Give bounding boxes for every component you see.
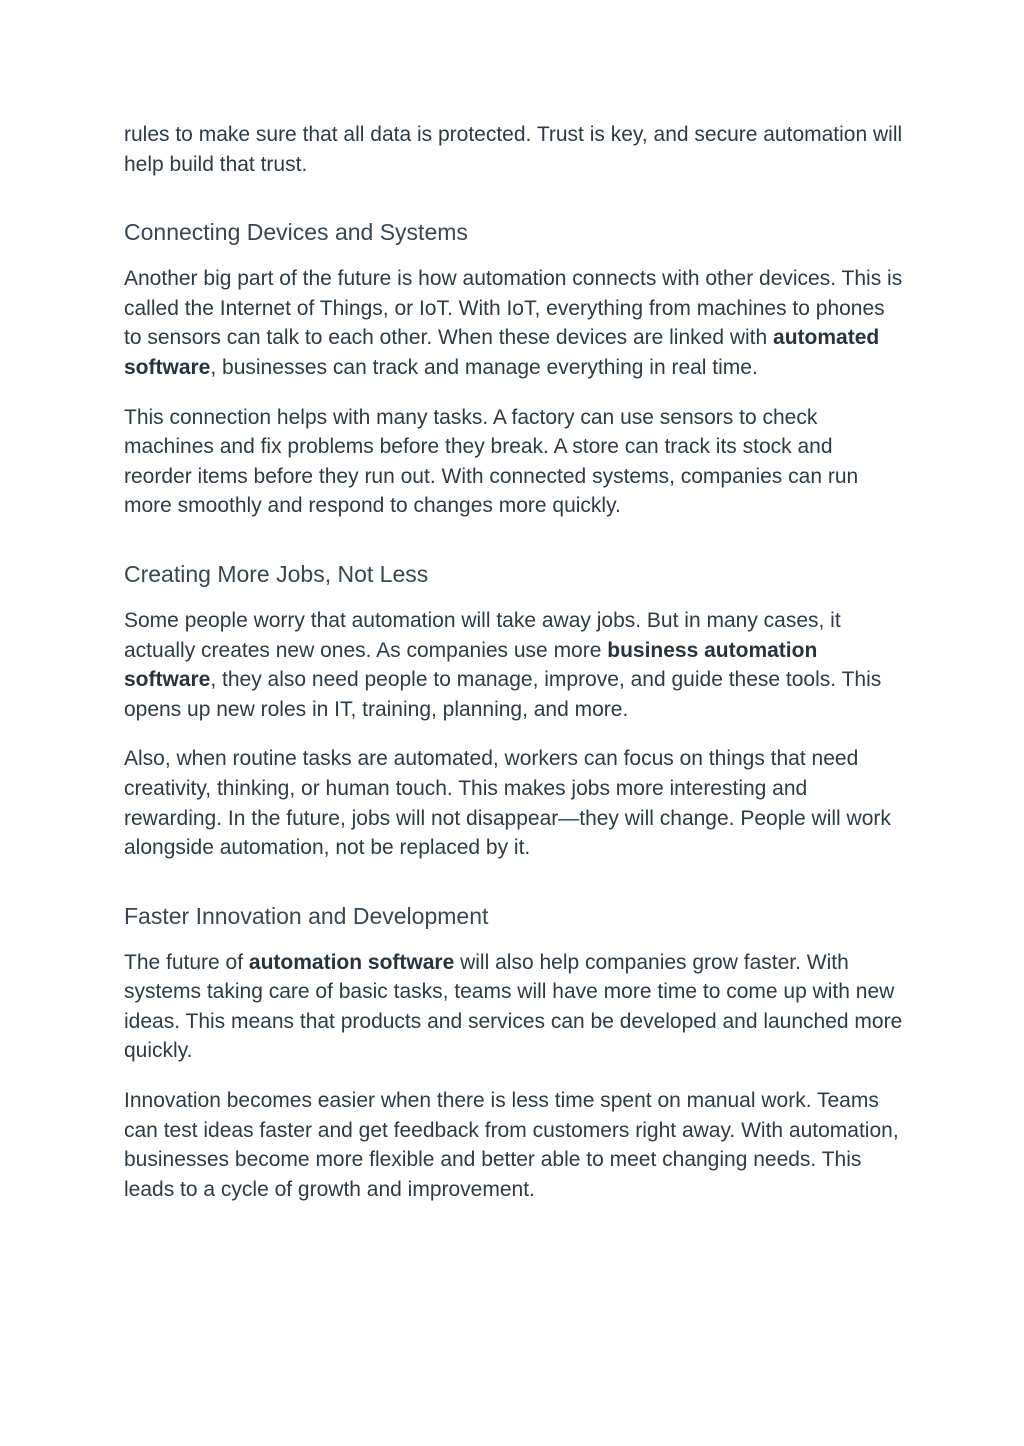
paragraph-text: will also help companies grow faster. With systems taking care of basic tasks, teams will have more time to come up with new ideas. This means that products and services can be developed and launched more quickly. bbox=[124, 950, 903, 1063]
paragraph-text: , businesses can track and manage everything in real time. bbox=[210, 355, 758, 379]
paragraph-grow-faster bbox=[124, 948, 904, 1066]
heading-faster-innovation: Faster Innovation and Development bbox=[124, 902, 489, 929]
paragraph-text: Also, when routine tasks are automated, workers can focus on things that need creativity, thinking, or human touch. This makes jobs more interesting and rewarding. In the future, jobs will not disappear—they will change. People will work alongside automation, not be replaced by it. bbox=[124, 747, 891, 860]
paragraph-text: Some people worry that automation will take away jobs. But in many cases, it actually creates new ones. As companies use more bbox=[124, 608, 841, 662]
paragraph-text: Innovation becomes easier when there is less time spent on manual work. Teams can test ideas faster and get feedback from customers right away. With automation, businesses become more flexible and better able to meet changing needs. This leads to a cycle of growth and improvement. bbox=[124, 1089, 899, 1201]
paragraph-data-protection bbox=[124, 120, 904, 179]
paragraph-text: This connection helps with many tasks. A factory can use sensors to check machines and fix problems before they break. A store can track its stock and reorder items before they run out. With connected systems, companies can run more smoothly and respond to changes more quickly. bbox=[124, 405, 859, 518]
paragraph-text: Another big part of the future is how automation connects with other devices. This is called the Internet of Things, or IoT. With IoT, everything from machines to phones to sensors can talk to each other. When these devices are linked with bbox=[124, 267, 903, 350]
document-page bbox=[124, 120, 904, 1224]
paragraph-text: , they also need people to manage, improve, and guide these tools. This opens up new roles in IT, training, planning, and more. bbox=[124, 668, 882, 721]
heading-creating-jobs: Creating More Jobs, Not Less bbox=[124, 560, 429, 587]
paragraph-text: The future of bbox=[124, 950, 249, 974]
bold-term: automation software bbox=[248, 950, 455, 974]
paragraph-new-jobs bbox=[124, 606, 904, 724]
paragraph-text: rules to make sure that all data is protected. Trust is key, and secure automation will help build that trust. bbox=[124, 123, 903, 176]
bold-term: automated software bbox=[124, 326, 880, 379]
paragraph-iot bbox=[124, 264, 904, 382]
paragraph-routine-tasks bbox=[124, 744, 904, 862]
bold-term: business automation software bbox=[124, 638, 818, 692]
heading-connecting-devices: Connecting Devices and Systems bbox=[124, 219, 468, 246]
paragraph-innovation-easier bbox=[124, 1086, 904, 1204]
paragraph-connection-tasks bbox=[124, 403, 904, 521]
